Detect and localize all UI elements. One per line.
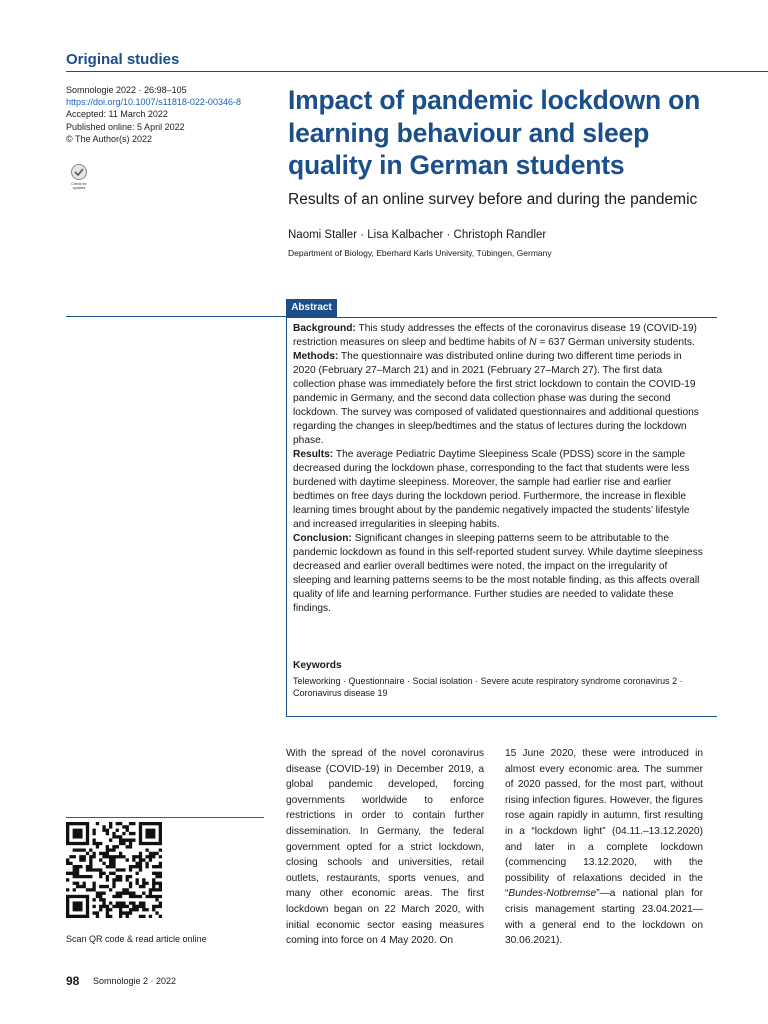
- abstract-tab: Abstract: [286, 299, 337, 317]
- footer-journal: Somnologie 2 · 2022: [93, 976, 177, 986]
- badge-line2: updates: [72, 186, 86, 190]
- published-date: Published online: 5 April 2022: [66, 121, 185, 132]
- keywords-list: Teleworking · Questionnaire · Social isolation · Severe acute respiratory syndrome coronavirus 2 · Coronavirus disease 19: [293, 676, 683, 698]
- section-label: Original studies: [66, 51, 180, 68]
- qr-code[interactable]: [66, 822, 162, 918]
- citation: Somnologie 2022 · 26:98–105: [66, 85, 187, 95]
- abstract-left-rule: [66, 316, 286, 317]
- abstract-body: [293, 322, 703, 616]
- affiliation: Department of Biology, Eberhard Karls University, Tübingen, Germany: [288, 248, 552, 258]
- copyright: © The Author(s) 2022: [66, 133, 153, 144]
- qr-caption: Scan QR code & read article online: [66, 934, 207, 944]
- article-title: Impact of pandemic lockdown on learning behaviour and sleep quality in German students: [288, 85, 701, 180]
- abstract-methods: Methods: The questionnaire was distributed online during two different time periods in 2020 (February 27–March 21) and in 2021 (February 27–March 27). The first data collection phase was immediately before the first strict lockdown to contain the COVID-19 pandemic in Germany, and the second data collection phase was during the second lockdown. The survey was composed of validated questionnaires and additional questions regarding the changes in sleep/bedtimes and the status of lectures during the lockdown phase.: [293, 351, 699, 446]
- abstract-background: Background: This study addresses the effects of the coronavirus disease 19 (COVID-19) restriction measures on sleep and bedtime habits of N = 637 German university students.: [293, 323, 697, 348]
- body-column-2: 15 June 2020, these were introduced in almost every economic area. The summer of 2020 passed, for the most part, without rising infection figures. However, the figures rose again rapidly in autumn, first resulting in a “lockdown light” (04.11.–13.12.2020) and later in a complete lockdown (commencing 13.12.2020, with the possibility of relaxations decided in the “Bundes-Notbremse”—a national plan for crisis management starting 23.04.2021—with a general end to the lockdown on 30.06.2021).: [505, 748, 703, 947]
- abstract-results: Results: The average Pediatric Daytime Sleepiness Scale (PDSS) score in the sample decreased during the lockdown phase, corresponding to the fact that students were less burdened with daytime sleepiness. Moreover, the sample had earlier rise and earlier bedtimes on free days during the lockdown period. Furthermore, the increase in flexible learning times brought about by the pandemic negatively impacted the students’ lifestyle and increased irregularities in sleeping habits.: [293, 449, 690, 530]
- check-for-updates-icon: [66, 163, 92, 191]
- body-column-1: With the spread of the novel coronavirus disease (COVID-19) in December 2019, a global pandemic developed, forcing governments worldwide to enforce restrictions in order to contain further dissemination. In Germany, the federal government opted for a strict lockdown, closing schools and universities, retail outlets, restaurants, sports venues, and many other economic areas. The first lockdown began on 22 March 2020, with initial economic sector easing measures coming into force on 4 May 2020. On: [286, 748, 484, 947]
- accepted-date: Accepted: 11 March 2022: [66, 109, 168, 120]
- abstract-conclusion: Conclusion: Significant changes in sleeping patterns seem to be attributable to the pandemic lockdown as found in this self-reported student survey. While daytime sleepiness decreased and earlier overall bedtimes were noted, the impact on the irregularity of sleeping and learning patterns seems to be the most notable finding, as this affects overall quality of life and learning performance. Further studies are needed to validate these findings.: [293, 533, 703, 614]
- qr-code-icon: [66, 822, 162, 918]
- article-subtitle: Results of an online survey before and during the pandemic: [288, 191, 698, 208]
- header-rule: [66, 71, 768, 72]
- qr-rule: [66, 817, 264, 818]
- keywords-heading: Keywords: [293, 660, 342, 671]
- check-for-updates-badge[interactable]: [66, 163, 92, 191]
- article-meta: [66, 84, 266, 145]
- page-number: 98: [66, 974, 80, 988]
- badge-line1: Check for: [71, 182, 87, 186]
- authors: Naomi Staller · Lisa Kalbacher · Christoph Randler: [288, 229, 547, 241]
- doi-link[interactable]: https://doi.org/10.1007/s11818-022-00346-8: [66, 97, 241, 108]
